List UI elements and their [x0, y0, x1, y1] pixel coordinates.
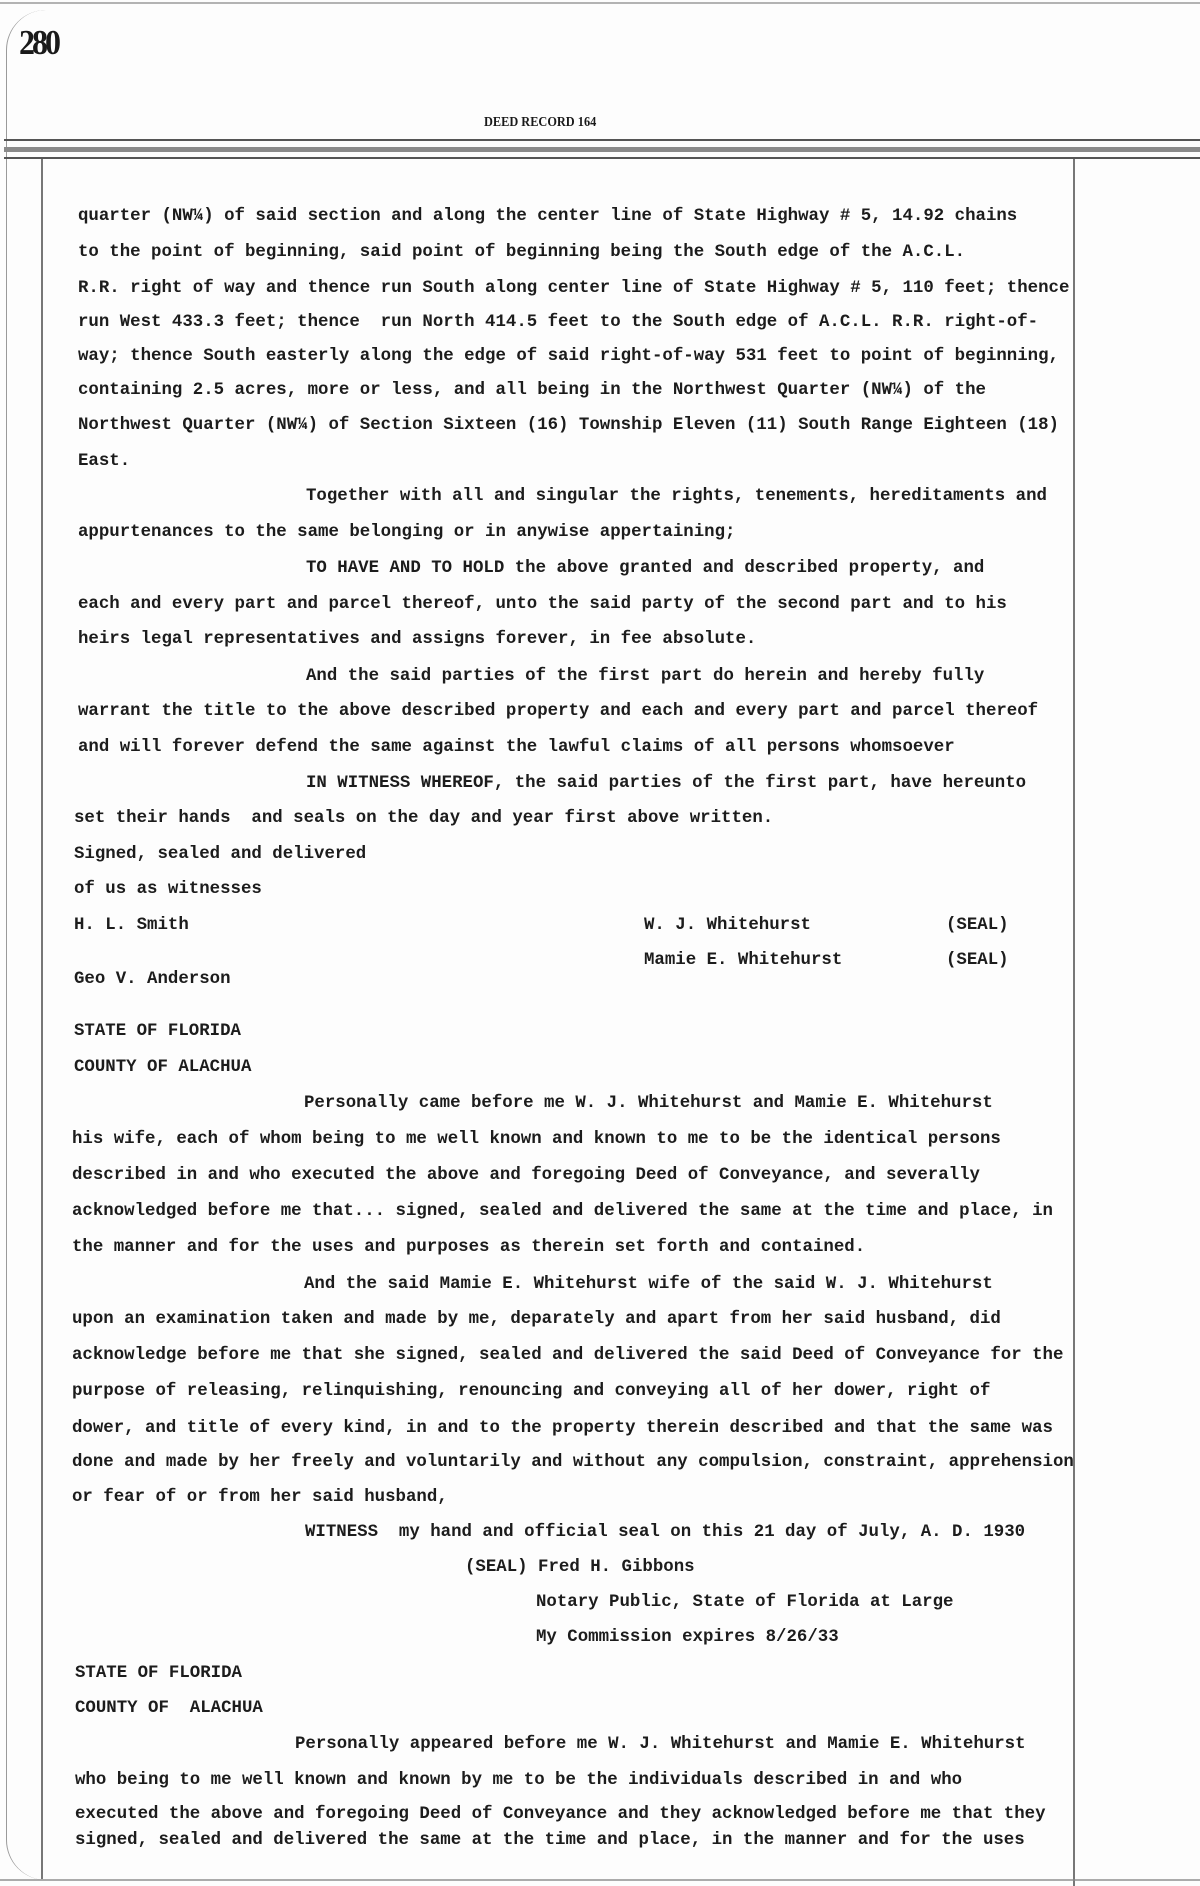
- body-line: warrant the title to the above described property and each and every part and parcel thereof: [78, 702, 1039, 721]
- ack-line: done and made by her freely and voluntarily and without any compulsion, constraint, apprehension: [72, 1453, 1074, 1472]
- body-line: TO HAVE AND TO HOLD the above granted and described property, and: [306, 559, 985, 578]
- body-line: run West 433.3 feet; thence run North 414.5 feet to the South edge of A.C.L. R.R. right-of-: [78, 313, 1039, 332]
- body-line: each and every part and parcel thereof, unto the said party of the second part and to his: [78, 595, 1007, 614]
- signatory-name: Mamie E. Whitehurst: [644, 951, 843, 970]
- witness-name: H. L. Smith: [74, 916, 189, 935]
- ack-line: purpose of releasing, relinquishing, renouncing and conveying all of her dower, right of: [72, 1382, 991, 1401]
- notary-commission: My Commission expires 8/26/33: [536, 1628, 839, 1647]
- body-line: quarter (NW¼) of said section and along the center line of State Highway # 5, 14.92 chains: [78, 207, 1018, 226]
- right-margin-rule: [1073, 159, 1075, 1886]
- ack-line: the manner and for the uses and purposes as therein set forth and contained.: [72, 1238, 866, 1257]
- body-line: R.R. right of way and thence run South along center line of State Highway # 5, 110 feet; thence: [78, 279, 1070, 298]
- ack-line: signed, sealed and delivered the same at the time and place, in the manner and for the uses: [75, 1831, 1025, 1850]
- ack-line: upon an examination taken and made by me, deparately and apart from her said husband, did: [72, 1310, 1001, 1329]
- page-bottom-edge: [0, 1879, 1200, 1881]
- header-rule-top: [4, 139, 1200, 141]
- notary-seal-signature: (SEAL) Fred H. Gibbons: [465, 1558, 695, 1577]
- witness-name: Geo V. Anderson: [74, 970, 231, 989]
- body-line: IN WITNESS WHEREOF, the said parties of the first part, have hereunto: [306, 774, 1027, 793]
- body-line: Signed, sealed and delivered: [74, 845, 367, 864]
- header-rule-thick: [4, 147, 1200, 152]
- body-line: heirs legal representatives and assigns forever, in fee absolute.: [78, 630, 757, 649]
- ack-line: acknowledged before me that... signed, sealed and delivered the same at the time and place, in: [72, 1202, 1053, 1221]
- body-line: Together with all and singular the rights, tenements, hereditaments and: [306, 487, 1047, 506]
- ack-line: his wife, each of whom being to me well known and known to me to be the identical persons: [72, 1130, 1001, 1149]
- ack-line: described in and who executed the above and foregoing Deed of Conveyance, and severally: [72, 1166, 980, 1185]
- county-heading: COUNTY OF ALACHUA: [74, 1058, 252, 1077]
- ack-line: or fear of or from her said husband,: [72, 1488, 448, 1507]
- ack-line: acknowledge before me that she signed, sealed and delivered the said Deed of Conveyance for the: [72, 1346, 1064, 1365]
- state-heading: STATE OF FLORIDA: [75, 1664, 242, 1683]
- signatory-name: W. J. Whitehurst: [644, 916, 811, 935]
- body-line: appurtenances to the same belonging or in anywise appertaining;: [78, 523, 736, 542]
- signatory-seal: (SEAL): [946, 951, 1009, 970]
- ack-line: dower, and title of every kind, in and to the property therein described and that the same was: [72, 1419, 1053, 1438]
- ack-line: And the said Mamie E. Whitehurst wife of the said W. J. Whitehurst: [304, 1275, 993, 1294]
- ack-line: Personally came before me W. J. Whitehurst and Mamie E. Whitehurst: [304, 1094, 993, 1113]
- body-line: East.: [78, 452, 131, 471]
- ack-line: who being to me well known and known by me to be the individuals described in and who: [75, 1771, 963, 1790]
- body-line: And the said parties of the first part do herein and hereby fully: [306, 667, 985, 686]
- body-line: to the point of beginning, said point of beginning being the South edge of the A.C.L.: [78, 243, 966, 262]
- body-line: containing 2.5 acres, more or less, and all being in the Northwest Quarter (NW¼) of the: [78, 381, 986, 400]
- left-margin-rule: [41, 159, 43, 1879]
- county-heading: COUNTY OF ALACHUA: [75, 1699, 263, 1718]
- state-heading: STATE OF FLORIDA: [74, 1022, 241, 1041]
- ack-line: executed the above and foregoing Deed of Conveyance and they acknowledged before me that they: [75, 1805, 1046, 1824]
- signatory-seal: (SEAL): [946, 916, 1009, 935]
- body-line: and will forever defend the same against the lawful claims of all persons whomsoever: [78, 738, 955, 757]
- running-head: DEED RECORD 164: [484, 115, 597, 130]
- notary-title: Notary Public, State of Florida at Large: [536, 1593, 954, 1612]
- body-line: of us as witnesses: [74, 880, 262, 899]
- body-line: Northwest Quarter (NW¼) of Section Sixteen (16) Township Eleven (11) South Range Eighteen (18): [78, 416, 1059, 435]
- page-top-edge: [0, 2, 1200, 4]
- ack-line: WITNESS my hand and official seal on this 21 day of July, A. D. 1930: [305, 1523, 1026, 1542]
- header-rule-bottom: [4, 157, 1200, 159]
- body-line: set their hands and seals on the day and year first above written.: [74, 809, 774, 828]
- ack-line: Personally appeared before me W. J. Whitehurst and Mamie E. Whitehurst: [295, 1735, 1026, 1754]
- page-number: 280: [19, 22, 58, 62]
- body-line: way; thence South easterly along the edge of said right-of-way 531 feet to point of beginning,: [78, 347, 1059, 366]
